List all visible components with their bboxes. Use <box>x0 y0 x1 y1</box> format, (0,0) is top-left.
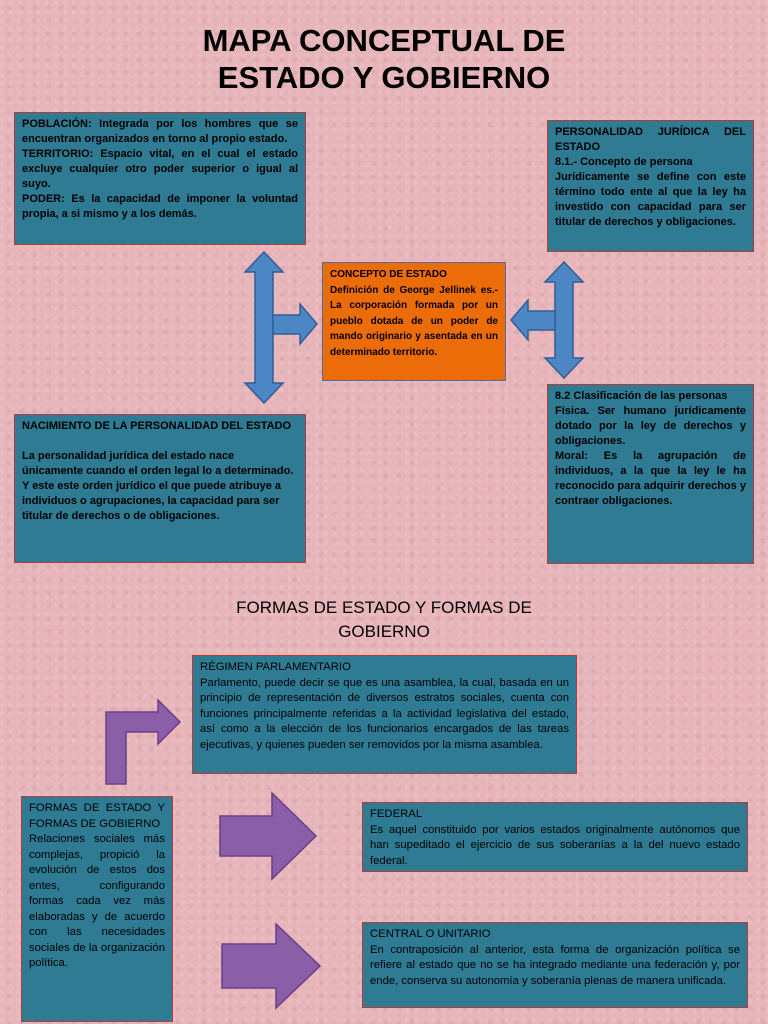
subtitle-line-2: GOBIERNO <box>338 622 430 641</box>
concepto-heading: CONCEPTO DE ESTADO <box>330 269 447 280</box>
formas-estado-box <box>21 796 173 1022</box>
clasificacion-heading: 8.2 Clasificación de las personas <box>555 390 728 402</box>
title-line-1: MAPA CONCEPTUAL DE <box>202 23 566 58</box>
personalidad-text: Jurídicamente se define con este término todo ente al que la ley ha investido con capacidad para ser titular de derechos y obligaciones. <box>555 171 746 228</box>
purple-bent-arrow <box>106 700 180 784</box>
section-subtitle <box>200 596 568 644</box>
right-left-arrow <box>511 300 555 340</box>
clasificacion-box <box>547 384 754 564</box>
clasificacion-fisica: Física. Ser humano jurídicamente dotado por la ley de derechos y obligaciones. <box>555 405 746 447</box>
personalidad-juridica-box <box>547 120 754 252</box>
nacimiento-box <box>14 414 306 563</box>
formas-heading: FORMAS DE ESTADO Y FORMAS DE GOBIERNO <box>29 802 165 830</box>
nacimiento-text: La personalidad jurídica del estado nace únicamente cuando el orden legal lo a determinado. Y este este orden jurídico el que puede atribuye a individuos o agrupaciones, la capacidad para ser titular de derechos o de obligaciones. <box>22 450 294 522</box>
concepto-estado-box <box>322 262 506 381</box>
parlamentario-heading: RÉGIMEN PARLAMENTARIO <box>200 661 351 673</box>
purple-arrow-federal <box>220 793 316 879</box>
clasificacion-moral: Moral: Es la agrupación de individuos, a la que la ley le ha reconocido para adquirir derechos y contraer obligaciones. <box>555 450 746 507</box>
formas-text: Relaciones sociales más complejas, propició la evolución de estos dos entes, configurando formas cada vez más elaboradas y de acuerdo con las necesidades sociales de la organización política. <box>29 833 165 969</box>
subtitle-line-1: FORMAS DE ESTADO Y FORMAS DE <box>236 598 532 617</box>
poder-text: PODER: Es la capacidad de imponer la voluntad propia, a si mismo y a los demás. <box>22 193 298 220</box>
federal-text: Es aquel constituido por varios estados originalmente autónomos que han supeditado el ejercicio de sus soberanías a la del nuevo estado federal. <box>370 823 740 867</box>
personalidad-subheading: 8.1.- Concepto de persona <box>555 156 693 168</box>
poblacion-box <box>14 112 306 245</box>
central-heading: CENTRAL O UNITARIO <box>370 928 491 940</box>
territorio-text: TERRITORIO: Espacio vital, en el cual el estado excluye cualquier otro poder superior o igual al suyo. <box>22 148 298 190</box>
federal-heading: FEDERAL <box>370 808 423 820</box>
concepto-text: Definición de George Jellinek es.- La corporación formada por un pueblo dotada de un poder de mando originario y asentada en un determinado territorio. <box>330 284 498 358</box>
central-text: En contraposición al anterior, esta forma de organización política se refiere al estado que no se ha integrado mediante una federación y, por ende, conserva su autonomía y soberanía plenas de manera unificada. <box>370 943 740 987</box>
left-right-arrow <box>273 304 317 344</box>
personalidad-heading: PERSONALIDAD JURÍDICA DEL ESTADO <box>555 126 746 153</box>
central-unitario-box <box>362 922 748 1008</box>
title-line-2: ESTADO Y GOBIERNO <box>217 60 551 95</box>
parlamentario-text: Parlamento, puede decir se que es una asamblea, la cual, basada en un principio de representación de diversos estratos sociales, cuenta con funciones principalmente referidas a la actividad legislativa del estado, así como a la elección de los funcionarios encargados de las tareas ejecutivas, y quienes pueden ser removidos por la misma asamblea. <box>200 676 569 751</box>
federal-box <box>362 802 748 872</box>
poblacion-text: POBLACIÓN: Integrada por los hombres que se encuentran organizados en torno al propio estado. <box>22 118 298 145</box>
purple-arrow-central <box>222 924 320 1008</box>
regimen-parlamentario-box <box>192 655 577 774</box>
nacimiento-heading: NACIMIENTO DE LA PERSONALIDAD DEL ESTADO <box>22 420 292 432</box>
